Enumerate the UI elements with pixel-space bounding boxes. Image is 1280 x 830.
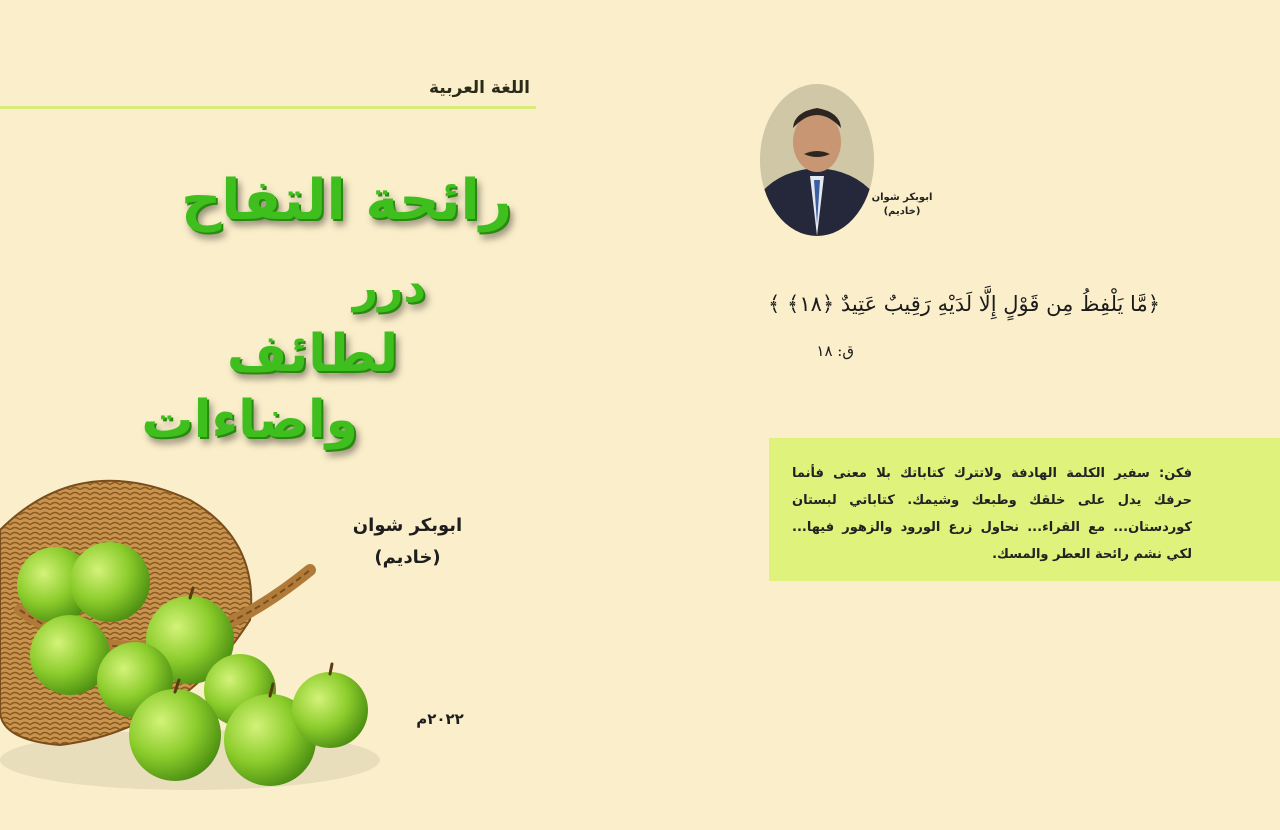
subtitle-line-3: واضاءات: [141, 390, 358, 450]
front-author-alias: (خاديم): [374, 547, 441, 568]
verse-reference: ق: ١٨: [816, 342, 854, 360]
quran-verse: ﴿مَّا يَلْفِظُ مِن قَوْلٍ إِلَّا لَدَيْهِ رَقِيبٌ عَتِيدٌ ﴿١٨﴾ ﴾: [768, 292, 1160, 316]
subtitle-line-2: لطائف: [226, 324, 398, 384]
front-author-name: ابوبكر شوان: [352, 515, 463, 536]
book-title: رائحة التفاح: [180, 168, 512, 233]
subtitle-line-1: درر: [352, 262, 426, 313]
apple-basket-image: [0, 460, 380, 800]
language-label: اللغة العربية: [429, 78, 530, 98]
author-portrait: [760, 84, 874, 236]
back-author-name: ابوبكر شوان: [871, 192, 933, 203]
divider-line: [0, 106, 536, 109]
quote-panel: [769, 438, 1280, 581]
publication-year: ٢٠٢٢م: [416, 710, 464, 728]
quote-text: فكن: سفير الكلمة الهادفة ولاتترك كتاباتك بلا معنى فأنما حرفك يدل على خلقك وطبعك وشيمك. كتاباتي لبستان كوردستان... مع القراء... نحاول زرع الورود والزهور فيها... لكي نشم رائحة العطر والمسك.: [792, 466, 1192, 562]
back-author-alias: (خاديم): [883, 206, 921, 217]
back-author-block: [864, 191, 940, 219]
